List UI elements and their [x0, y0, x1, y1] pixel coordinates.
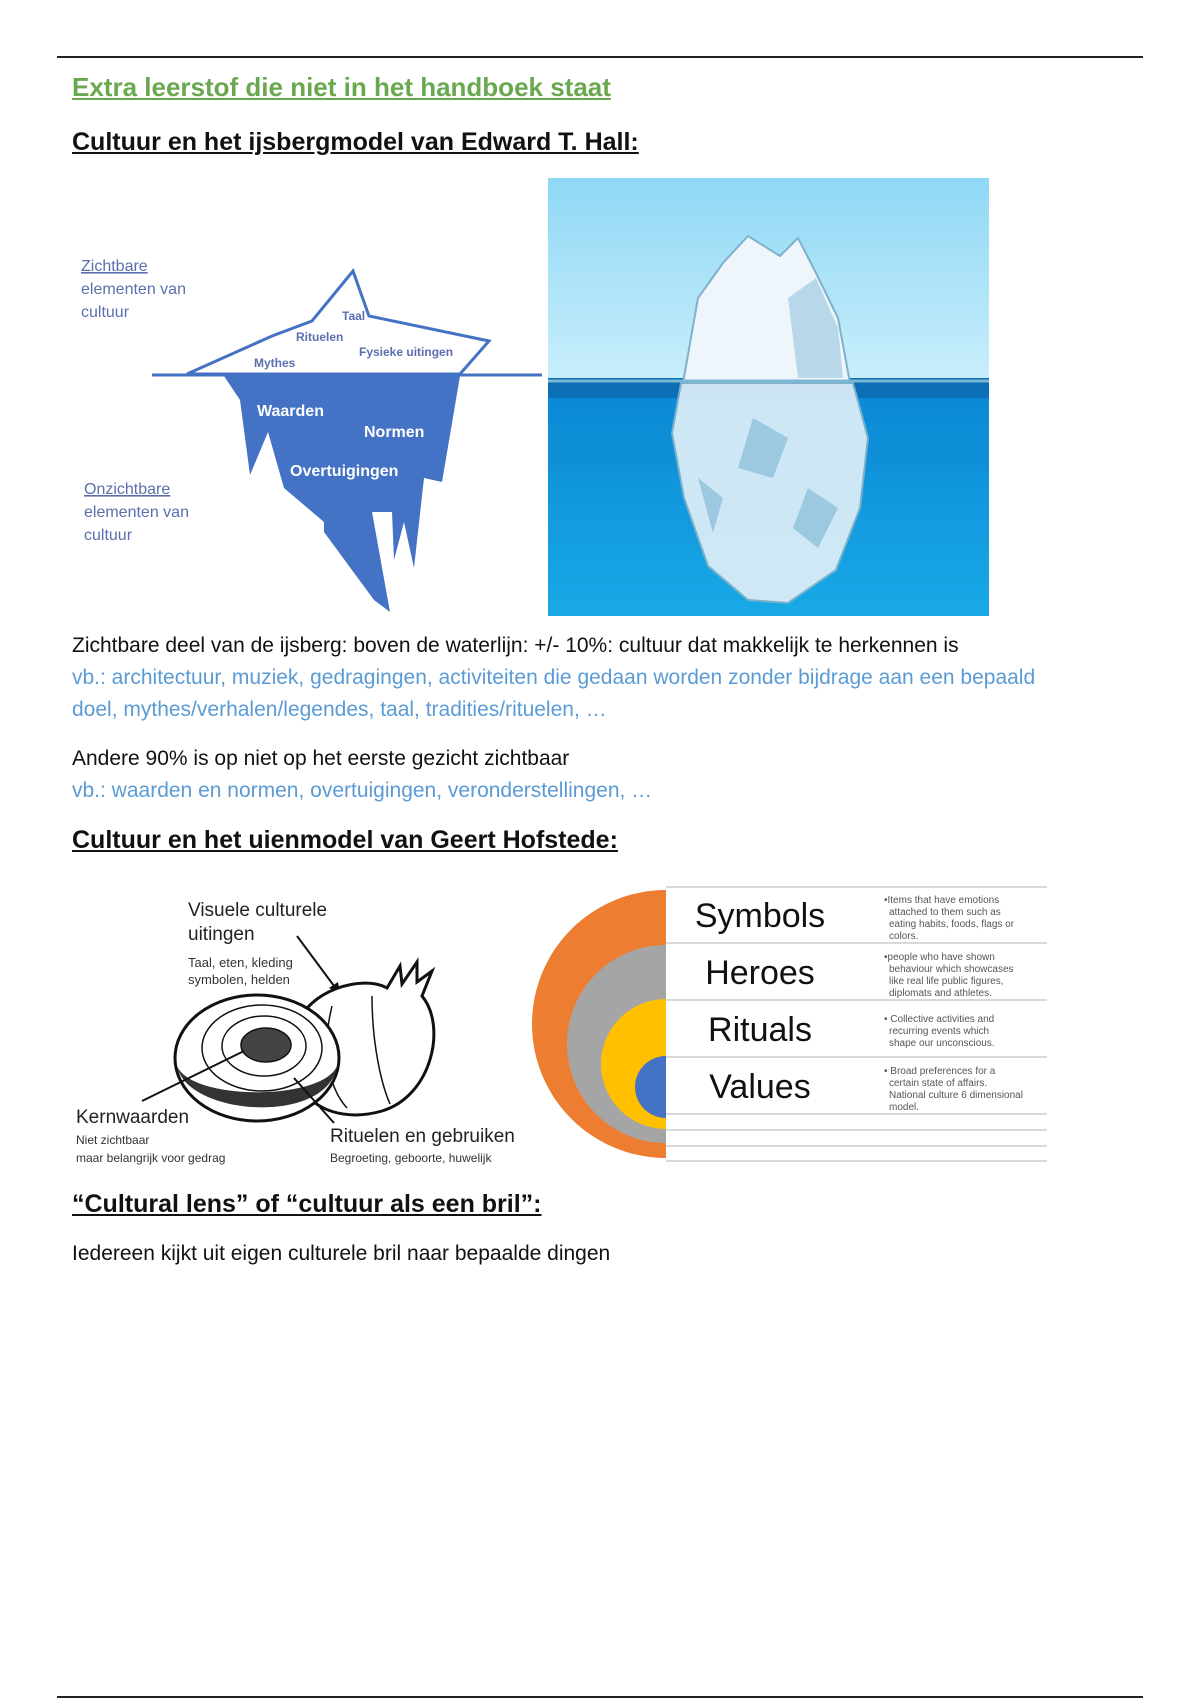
- layer-desc-values-2: certain state of affairs.: [889, 1078, 988, 1089]
- iceberg-diagram: [72, 250, 552, 620]
- layer-desc-rituals-1: • Collective activities and: [884, 1014, 995, 1025]
- underwater-normen: Normen: [364, 424, 425, 441]
- onion-visual-label: [188, 900, 327, 987]
- invisible-label-line2: elementen van: [84, 504, 189, 521]
- cut-onion-core: [241, 1028, 291, 1062]
- layer-desc-values-3: National culture 6 dimensional: [889, 1090, 1023, 1101]
- layer-desc-heroes-1: •people who have shown: [884, 952, 995, 963]
- layer-desc-heroes-4: diplomats and athletes.: [889, 988, 992, 999]
- examples-invisible: vb.: waarden en normen, overtuigingen, veronderstellingen, …: [72, 779, 653, 802]
- core-sub-line1: Niet zichtbaar: [76, 1133, 150, 1147]
- iceberg-illustration: [548, 178, 989, 616]
- layer-label-rituals: Rituals: [708, 1011, 812, 1049]
- onion-rituals-label: [330, 1126, 515, 1165]
- tip-mythes: Mythes: [254, 356, 296, 370]
- section-heading-onion: Cultuur en het uienmodel van Geert Hofstede:: [72, 826, 618, 854]
- tip-taal: Taal: [342, 309, 366, 323]
- layer-desc-rituals-3: shape our unconscious.: [889, 1038, 995, 1049]
- layer-desc-values-1: • Broad preferences for a: [884, 1066, 996, 1077]
- visible-label-line3: cultuur: [81, 304, 130, 321]
- underwater-overtuigingen: Overtuigingen: [290, 463, 399, 480]
- bottom-rule: [57, 1696, 1143, 1698]
- layer-desc-heroes-2: behaviour which showcases: [889, 964, 1014, 975]
- visible-elements-label: [81, 258, 186, 321]
- core-sub-line2: maar belangrijk voor gedrag: [76, 1151, 226, 1165]
- paragraph-visible-part: Zichtbare deel van de ijsberg: boven de waterlijn: +/- 10%: cultuur dat makkelijk te herkennen is: [72, 634, 959, 657]
- visual-title-line2: uitingen: [188, 924, 255, 945]
- layer-desc-rituals-2: recurring events which: [889, 1026, 990, 1037]
- visual-sub-line1: Taal, eten, kleding: [188, 955, 293, 970]
- layer-desc-heroes-3: like real life public figures,: [889, 976, 1004, 987]
- page-title: Extra leerstof die niet in het handboek staat: [72, 72, 611, 102]
- visual-sub-line2: symbolen, helden: [188, 972, 290, 987]
- invisible-label-line1: Onzichtbare: [84, 481, 171, 498]
- invisible-label-line3: cultuur: [84, 527, 133, 544]
- layer-desc-symbols-2: attached to them such as: [889, 907, 1001, 918]
- tip-fysieke-uitingen: Fysieke uitingen: [359, 345, 454, 359]
- examples-visible-line2: doel, mythes/verhalen/legendes, taal, tradities/rituelen, …: [72, 698, 607, 721]
- layer-desc-symbols-1: •Items that have emotions: [884, 895, 1000, 906]
- rituals-sub: Begroeting, geboorte, huwelijk: [330, 1151, 492, 1165]
- core-title: Kernwaarden: [76, 1107, 190, 1128]
- top-rule: [57, 56, 1143, 58]
- underwater-waarden: Waarden: [257, 403, 324, 420]
- paragraph-invisible-part: Andere 90% is op niet op het eerste gezicht zichtbaar: [72, 747, 570, 770]
- tip-rituelen: Rituelen: [296, 330, 344, 344]
- rituals-title: Rituelen en gebruiken: [330, 1126, 515, 1147]
- layer-label-heroes: Heroes: [705, 954, 815, 992]
- examples-visible-line1: vb.: architectuur, muziek, gedragingen, activiteiten die gedaan worden zonder bijdrage aan een bepaald: [72, 666, 1036, 689]
- onion-core-label: [76, 1107, 225, 1165]
- layer-label-values: Values: [709, 1068, 811, 1106]
- paragraph-cultural-lens: Iedereen kijkt uit eigen culturele bril naar bepaalde dingen: [72, 1242, 611, 1265]
- layer-label-symbols: Symbols: [694, 897, 826, 935]
- onion-diagram: [72, 896, 532, 1168]
- visual-title-line1: Visuele culturele: [188, 900, 328, 921]
- layer-desc-symbols-4: colors.: [889, 931, 919, 942]
- section-heading-cultural-lens: “Cultural lens” of “cultuur als een bril”:: [72, 1190, 542, 1218]
- hofstede-layers-diagram: [532, 886, 1047, 1162]
- section-heading-iceberg: Cultuur en het ijsbergmodel van Edward T. Hall:: [72, 128, 639, 156]
- layer-desc-values-4: model.: [889, 1102, 920, 1113]
- visible-label-line1: Zichtbare: [81, 258, 148, 275]
- layer-desc-symbols-3: eating habits, foods, flags or: [889, 919, 1015, 930]
- visible-label-line2: elementen van: [81, 281, 186, 298]
- invisible-elements-label: [84, 481, 189, 544]
